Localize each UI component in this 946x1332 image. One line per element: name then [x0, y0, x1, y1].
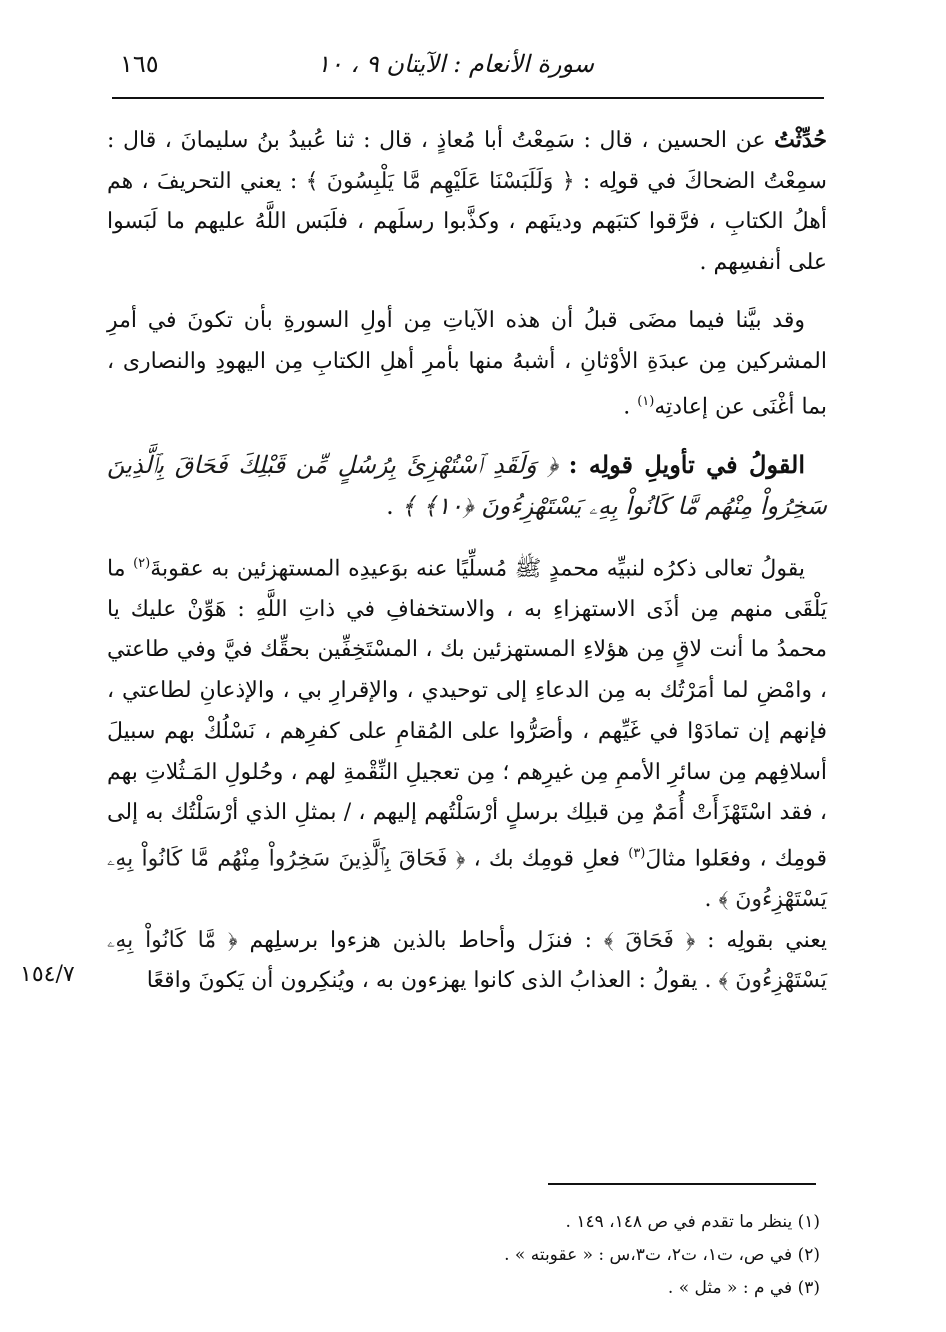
footnote-2: (٢) في ص، ت١، ت٢، ت٣،س : « عقوبته » .: [504, 1245, 820, 1265]
paragraph-2-end: .: [623, 394, 638, 420]
paragraph-4-quran-2: ﴿ مَّا كَانُواْ بِهِۦ يَسْتَهْزِءُونَ ﴾: [107, 927, 827, 994]
verse-heading-quran: ﴿ وَلَقَدِ ٱسْتُهْزِئَ بِرُسُلٍ مِّن قَبْلِكَ فَحَاقَ بِٱلَّذِينَ سَخِرُواْ مِنْهُم مَّا كَانُواْ بِهِۦ يَسْتَهْزِءُونَ ﴿١٠﴾ ﴾: [107, 451, 827, 520]
paragraph-1-lead: حُدِّثْتُ: [774, 127, 827, 153]
paragraph-3-text-3: فعلِ قومِك بك ،: [473, 846, 629, 872]
paragraph-3-quran: ﴿ فَحَاقَ بِٱلَّذِينَ سَخِرُواْ مِنْهُم مَّا كَانُواْ بِهِۦ يَسْتَهْزِءُونَ ﴾: [107, 846, 827, 912]
verse-heading-end: .: [386, 491, 402, 520]
paragraph-1-rest: : يعني التحريفَ ، هم أهلُ الكتابِ ، فرَّقوا كتبَهم ودينَهم ، وكذَّبوا رسلَهم ، فلَبَس اللَّهُ عليهم ما لَبَسوا على أنفسِهم .: [107, 168, 827, 276]
footnotes: [320, 1206, 820, 1305]
paragraph-3-end: .: [704, 886, 719, 912]
paragraph-3: [107, 544, 827, 1002]
running-title: سورة الأنعام : الآيتان ٩ ، ١٠: [317, 50, 594, 78]
paragraph-3-text-2: ما يَلْقَى منهم مِن أذَى الاستهزاءِ به ، والاستخفافِ في ذاتِ اللَّهِ : هَوِّنْ عليك يا محمدُ ما أنت لاقٍ مِن هؤلاءِ المستهزئين بك ، المسْتَخِفِّين بحقِّك فيَّ وفي طاعتي ، وامْضِ لما أمَرْتُك به مِن الدعاءِ إلى توحيدي ، والإقرارِ بي ، والإذعانِ لطاعتي ، فإنهم إن تمادَوْا في غَيِّهم ، وأصَرُّوا على المُقامِ على كفرِهم ، نَسْلُكْ بهم سبيلَ أسلافِهم مِن سائرِ الأممِ مِن غيرِهم ؛ مِن تعجيلِ النِّقْمةِ لهم ، وحُلولِ المَـثُلاتِ بهم ، فقد اسْتَهْزَأَتْ أُمَمٌ مِن قبلِك برسلٍ أرْسَلْتُهم إليهم ، / بمثلِ الذي أرْسَلْتُك به إلى قومِك ، وفعَلوا مثالَ: [107, 555, 827, 872]
paragraph-2-text: وقد بيَّنا فيما مضَى قبلُ أن هذه الآياتِ مِن أولِ السورةِ بأن تكونَ في أمرِ المشركين مِن عبدَةِ الأوْثانِ ، أشبهُ منها بأمرِ أهلِ الكتابِ مِن اليهودِ والنصارى ، بما أغْنَى عن إعادتِه: [107, 307, 827, 420]
verse-heading-lead: القولُ في تأويلِ قولِه :: [568, 450, 806, 480]
paragraph-4-text: يعني بقولِه :: [707, 927, 827, 953]
paragraph-4-text-3: . يقولُ : العذابُ الذى كانوا يهزءون به ، ويُنكِرون أن يَكونَ واقعًا: [146, 968, 712, 994]
paragraph-2: [107, 301, 827, 428]
paragraph-4-quran-1: ﴿ فَحَاقَ ﴾: [603, 927, 696, 953]
margin-reference: ١٥٤/٧: [20, 962, 75, 987]
footnote-rule: [548, 1183, 816, 1185]
paragraph-1: [107, 120, 827, 284]
footnote-ref-2[interactable]: (٢): [133, 555, 151, 571]
footnote-1: (١) ينظر ما تقدم في ص ١٤٨، ١٤٩ .: [565, 1212, 820, 1232]
paragraph-1-quran: ﴿ وَلَلَبَسْنَا عَلَيْهِم مَّا يَلْبِسُونَ ﴾: [305, 168, 575, 194]
header-rule: [112, 97, 824, 99]
paragraph-3-text: يقولُ تعالى ذكرُه لنبيِّه محمدٍ ﷺ مُسلِّيًا عنه بوَعيدِه المستهزئين به عقوبةَ: [150, 555, 806, 581]
footnote-ref-1[interactable]: (١): [637, 394, 655, 410]
footnote-3: (٣) في م : « مثل » .: [667, 1278, 820, 1298]
paragraph-4-text-2: : فنزَل وأحاط بالذين هزءوا برسلِهم: [249, 927, 593, 953]
verse-heading: [107, 445, 827, 526]
footnote-ref-3[interactable]: (٣): [628, 845, 646, 861]
paragraph-1-text: عن الحسين ، قال : سَمِعْتُ أبا مُعاذٍ ، قال : ثنا عُبيدُ بنُ سليمانَ ، قال : سمِعْتُ الضحاكَ في قولِه :: [107, 128, 827, 194]
main-text: [107, 120, 827, 1019]
page-number: ١٦٥: [120, 50, 159, 78]
page-header: [112, 46, 824, 90]
